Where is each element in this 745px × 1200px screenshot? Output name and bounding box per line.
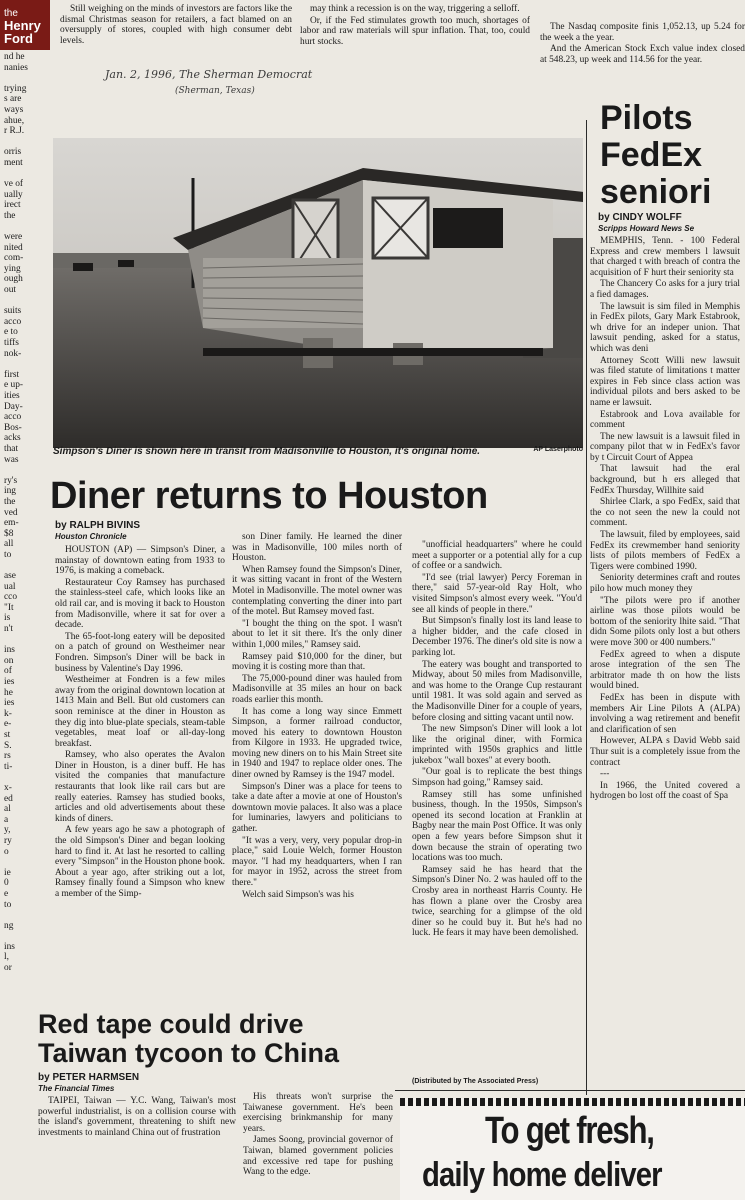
left-strip-fragment: rs <box>4 751 11 762</box>
left-strip-fragment: ing <box>4 486 16 497</box>
left-strip-fragment: Day- <box>4 401 23 412</box>
pilots-source: Scripps Howard News Se <box>598 224 695 233</box>
left-strip-fragment: Bos- <box>4 422 22 433</box>
left-strip-fragment: ve of <box>4 179 24 190</box>
left-strip-fragment: ins <box>4 645 15 656</box>
photo-credit: AP Laserphoto <box>533 446 583 453</box>
left-strip-fragment: acco <box>4 316 22 327</box>
diner-paragraph: The eatery was bought and transported to Midway, about 50 miles from Madisonville, and was home to the Orange Cup restaurant until 1981. It was sold again and served as the Madisonville Diner for a couple of years, before closing and sitting vacant until now. <box>412 659 582 723</box>
pilots-paragraph: The lawsuit, filed by employees, said FedEx its crewmember hand seniority lists of pilots members of FedEx a Tigers were combined 1990. <box>590 530 740 572</box>
top-col-3-text-a: The Nasdaq composite finis 1,052.13, up 5.24 for the week a the year. <box>540 22 745 43</box>
left-strip-fragment: trying <box>4 83 27 94</box>
taiwan-col-2 <box>243 1092 393 1200</box>
left-strip-fragment: to <box>4 899 12 910</box>
subscription-ad <box>400 1098 745 1200</box>
left-strip-fragment: y, <box>4 825 11 836</box>
left-strip-fragment: ies <box>4 698 15 709</box>
left-strip-fragment: is <box>4 613 11 624</box>
left-strip-fragment: ways <box>4 104 24 115</box>
left-strip-fragment: tiffs <box>4 338 19 349</box>
taiwan-byline-block <box>38 1072 238 1094</box>
pilots-paragraph: Attorney Scott Willi new lawsuit was filed statute of limitations t matter expires in Feb since class action was individual pilots and bers asked to be name er lawsuit. <box>590 355 740 408</box>
pilots-byline-block <box>598 212 743 234</box>
diner-paragraph: Ramsey, who also operates the Avalon Diner in Houston, is a diner buff. He has visited the companies that manufacture restaurants that look like rail cars but are really eateries. Ramsey has studied books, articles and old advertisements about these kinds of diners. <box>55 750 225 824</box>
diner-paragraph: A few years ago he saw a photograph of the old Simpson's Diner and began looking hard to find it. At last he resorted to calling every "Simpson" in the Houston phone book. About a year ago, after striking out a lot, Ramsey finally found a Simpson who knew a member of the Simp- <box>55 825 225 899</box>
diner-paragraph: The 65-foot-long eatery will be deposited on a patch of ground on Westheimer near Fondren. Simpson's Diner will be back in business by Valentine's Day 1996. <box>55 631 225 674</box>
left-strip-fragment: ins <box>4 941 15 952</box>
left-strip-fragment: e to <box>4 327 18 338</box>
diner-paragraph: son Diner family. He learned the diner was in Madisonville, 100 miles north of Houston. <box>232 532 402 564</box>
pilots-paragraph: The Chancery Co asks for a jury trial a fied damages. <box>590 279 740 300</box>
left-strip-fragment: com- <box>4 253 24 264</box>
left-strip-fragment: k- <box>4 708 12 719</box>
left-strip-fragment <box>4 910 54 921</box>
left-strip-fragment <box>4 222 54 233</box>
diner-paragraph: HOUSTON (AP) — Simpson's Diner, a mainstay of downtown eating from 1933 to 1976, is making a comeback. <box>55 545 225 577</box>
diner-paragraph: When Ramsey found the Simpson's Diner, it was sitting vacant in front of the Western Motel in Madisonville. The motel owner was contemplating converting the diner into part of the motel. But Ramsey moved fast. <box>232 564 402 618</box>
left-strip-fragment: ved <box>4 507 18 518</box>
diner-paragraph: But Simpson's finally lost its land lease to a higher bidder, and the cafe closed in December 1976. The diner's old site is now a parking lot. <box>412 616 582 658</box>
left-strip-fragment: r R.J. <box>4 126 25 137</box>
left-strip-fragment: irect <box>4 200 21 211</box>
diner-paragraph: Restaurateur Coy Ramsey has purchased the stainless-steel cafe, which looks like an old rail car, and is moving it back to Houston from Madisonville, where it sat for over a decade. <box>55 577 225 631</box>
pilots-headline: Pilots FedEx seniori <box>600 99 712 211</box>
diner-paragraph: "It was a very, very, very popular drop-in place," said Louie Welch, former Houston mayor. "I had my headquarters, when I ran for mayor in 1952, across the street from there." <box>232 835 402 888</box>
left-strip-fragment: first <box>4 369 20 380</box>
left-strip-fragment: $8 <box>4 528 14 539</box>
top-col-2-text-b: Or, if the Fed stimulates growth too much, shortages of labor and raw materials will spur inflation. That, too, could hurt stocks. <box>300 15 530 47</box>
diner-paragraph: Ramsey said he has heard that the Simpson's Diner No. 2 was hauled off to the Crosby area in northeast Harris County. He has flown a plane over the Crosby area twice, searching for a glimpse of the old diner so he could buy it. But he's had no luck. He fears it may have been demolished. <box>412 864 582 939</box>
left-strip-fragment: ry's <box>4 475 18 486</box>
diner-paragraph: It has come a long way since Emmett Simpson, a former railroad conductor, moved his eatery to downtown Houston from Kilgore in 1933. He upgraded twice, moving new diners on to his Main Street site in 1940 and 1947 to replace older ones. The diner owned by Ramsey is the 1947 model. <box>232 706 402 781</box>
left-strip-fragment: "It <box>4 602 14 613</box>
left-strip-fragment: on <box>4 655 14 666</box>
left-strip-fragment: out <box>4 285 16 296</box>
left-strip-fragment: ase <box>4 571 16 582</box>
taiwan-col-1-text: TAIPEI, Taiwan — Y.C. Wang, Taiwan's most powerful industrialist, is on a collision course with the island's government, threatening to shift new investments to mainland China out of frustration <box>38 1096 236 1138</box>
left-strip-fragment: acks <box>4 433 21 444</box>
left-strip-fragment <box>4 465 54 476</box>
left-strip-fragment: ual <box>4 581 16 592</box>
left-strip-fragment: ti- <box>4 761 13 772</box>
diner-paragraph: Welch said Simpson's was his <box>242 889 354 900</box>
left-strip-fragment: o <box>4 846 9 857</box>
left-strip-fragment <box>4 635 54 646</box>
diner-paragraph: "Our goal is to replicate the best things Simpson had going," Ramsey said. <box>412 767 582 789</box>
left-strip-fragment: all <box>4 539 14 550</box>
top-col-2 <box>300 4 530 88</box>
left-strip-fragment: S. <box>4 740 12 751</box>
diner-byline-block <box>55 520 225 542</box>
ad-line-1: To get fresh, <box>485 1110 654 1152</box>
left-strip-fragment: the <box>4 496 16 507</box>
left-strip-fragment <box>4 931 54 942</box>
left-strip-fragment <box>4 296 54 307</box>
pilots-paragraph: MEMPHIS, Tenn. - 100 Federal Express and crew members l lawsuit that charged t with breach of contra the acquisition of F hurt their seniority sta <box>590 236 740 278</box>
diner-col-1 <box>55 545 225 1005</box>
taiwan-source: The Financial Times <box>38 1084 115 1093</box>
left-strip-fragment: the <box>4 210 16 221</box>
left-strip-fragment <box>4 772 54 783</box>
pilots-paragraph: Estabrook and Lova available for comment <box>590 409 740 431</box>
left-strip-fragment: nited <box>4 242 23 253</box>
left-strip-fragment: he <box>4 687 13 698</box>
diner-source: Houston Chronicle <box>55 532 127 541</box>
pilots-paragraph: "The pilots were pro if another airline was those pilots would be bottom of the seniority lhite said. "That didn Some pilots only lost a but others were move 300 or 400 numbers." <box>590 595 740 648</box>
pilots-paragraph: FedEx has been in dispute with members Air Line Pilots A (ALPA) involving a wag retirement and benefit and clarification of sen <box>590 692 740 735</box>
taiwan-headline: Red tape could drive Taiwan tycoon to China <box>38 1009 340 1068</box>
top-col-3 <box>540 22 745 102</box>
pilots-paragraph: However, ALPA s David Webb said Thur suit is a completely issue from the contract <box>590 736 740 768</box>
handwritten-date: Jan. 2, 1996, The Sherman Democrat <box>105 68 313 81</box>
left-strip-fragment: were <box>4 232 23 243</box>
diner-col-2 <box>232 532 402 1012</box>
left-strip-fragment <box>4 169 54 180</box>
pilots-paragraph: Seniority determines craft and routes pilo how much money they <box>590 573 740 594</box>
left-strip-fragment: ry <box>4 835 12 846</box>
left-strip-fragment: x- <box>4 782 12 793</box>
left-strip-fragment: of <box>4 666 12 677</box>
diner-photo-image <box>53 138 583 448</box>
top-col-1-text: Still weighing on the minds of investors are factors like the dismal Christmas season for retailers, a fact blamed on an oversupply of stores, coupled with high consumer debt levels. <box>60 4 292 46</box>
pilots-paragraph: In 1966, the United covered a hydrogen bo lost off the coast of Spa <box>590 780 740 802</box>
ad-line-2: daily home deliver <box>422 1156 662 1194</box>
left-strip-fragment: ities <box>4 391 20 401</box>
left-strip-fragment: ahue, <box>4 115 25 126</box>
henry-ford-logo <box>0 0 50 50</box>
diner-paragraph: "unofficial headquarters" where he could meet a supporter or a potential ally for a cup of coffee or a sandwich. <box>412 540 582 572</box>
left-strip-fragment: ying <box>4 263 21 274</box>
diner-byline: by RALPH BIVINS <box>55 520 141 531</box>
left-strip-fragment: l, <box>4 952 9 963</box>
diner-paragraph: Simpson's Diner was a place for teens to take a date after a movie at one of Houston's downtown movie palaces. It also was a place for luminaries, lawyers and politicians to gather. <box>232 781 402 835</box>
left-strip-fragment: st <box>4 730 11 740</box>
left-strip-fragment: was <box>4 454 19 465</box>
pilots-paragraph: The lawsuit is sim filed in Memphis in FedEx pilots, Gary Mark Estabrook, wh drive for an indeper union. That lawsuit pending, asked for a status, which was deni <box>590 301 740 354</box>
left-strip-fragment: ng <box>4 920 14 931</box>
left-strip-fragment <box>4 359 54 370</box>
rule-diner-bottom <box>395 1090 745 1091</box>
left-strip-fragment: ies <box>4 677 15 688</box>
diner-paragraph: Ramsey paid $10,000 for the diner, but moving it is costing more than that. <box>232 651 402 673</box>
taiwan-col-1 <box>38 1096 236 1200</box>
diner-paragraph: "I'd see (trial lawyer) Percy Foreman in there," said 57-year-old Ray Holt, who visited Simpson's almost every week. "You'd see all kinds of people in there." <box>412 572 582 615</box>
left-strip-fragment: nanies <box>4 62 28 73</box>
ad-border-pattern <box>400 1098 745 1106</box>
logo-line-3: Ford <box>4 31 33 46</box>
diner-paragraph: Ramsey still has some unfinished business, though. In the 1950s, Simpson's opened its second location at Franklin at Bagby near the main Post Office. It was only open a few years before Simpson shut it down because the strain of operating two locations was too much. <box>412 789 582 864</box>
left-strip-fragment: em- <box>4 518 19 529</box>
left-strip-fragment: ie <box>4 867 11 878</box>
left-strip-fragment: orris <box>4 147 22 158</box>
pilots-paragraph: That lawsuit had the eral background, but h ers alleged that FedEx Thursday, Willhite said <box>590 464 740 496</box>
diner-headline: Diner returns to Houston <box>50 475 488 517</box>
pilots-paragraph: The new lawsuit is a lawsuit filed in company pilot that w in FedEx's favor by t Circuit Court of Appea <box>590 431 740 463</box>
diner-paragraph: The 75,000-pound diner was hauled from Madisonville at 35 miles an hour on back roads earlier this month. <box>232 673 402 705</box>
left-strip-fragment <box>4 137 54 148</box>
left-strip-fragment: nd he <box>4 52 25 62</box>
left-strip-column <box>0 52 54 1092</box>
pilots-paragraph: --- <box>600 769 610 780</box>
left-strip-fragment: acco <box>4 412 22 423</box>
left-strip-fragment: ough <box>4 274 23 285</box>
logo-line-1: the <box>4 8 18 19</box>
diner-distribution-note: (Distributed by The Associated Press) <box>412 1078 539 1085</box>
left-strip-fragment: cco <box>4 592 18 603</box>
diner-col-3 <box>412 540 582 1070</box>
taiwan-col-2-text-b: James Soong, provincial governor of Taiwan, blamed government policies and excessive red tape for pushing Wang to the edge. <box>243 1135 393 1178</box>
photo-caption: Simpson's Diner is shown here in transit from Madisonville to Houston, it's original home. <box>53 446 481 457</box>
left-strip-fragment: e <box>4 888 9 899</box>
taiwan-byline: by PETER HARMSEN <box>38 1072 140 1083</box>
pilots-body <box>590 236 740 1096</box>
taiwan-col-2-text-a: His threats won't surprise the Taiwanese government. He's been exercising brinkmanship for many years. <box>243 1092 393 1134</box>
top-col-3-text-b: And the American Stock Exch value index closed at 548.23, up week and 114.56 for the year. <box>540 44 745 65</box>
left-strip-fragment: n't <box>4 624 13 635</box>
left-strip-fragment: e- <box>4 719 12 730</box>
top-col-1 <box>60 4 292 68</box>
handwritten-place: (Sherman, Texas) <box>175 86 255 96</box>
diner-paragraph: The new Simpson's Diner will look a lot like the original diner, with Formica imprinted with 1950s graphics and little jukebox "wall boxes" at every booth. <box>412 724 582 766</box>
left-strip-fragment <box>4 857 54 868</box>
left-strip-fragment: a <box>4 814 9 825</box>
logo-line-2: Henry <box>4 18 41 33</box>
left-strip-fragment: or <box>4 963 12 974</box>
left-strip-fragment: that <box>4 443 19 454</box>
left-strip-fragment <box>4 73 54 84</box>
left-strip-fragment <box>4 561 54 572</box>
pilots-paragraph: Shirlee Clark, a spo FedEx, said that the co not seen the new la could not comment. <box>590 497 740 529</box>
left-strip-fragment: ually <box>4 189 23 200</box>
left-strip-fragment: suits <box>4 306 22 317</box>
left-strip-fragment: ed <box>4 793 13 804</box>
rule-pilots-divider <box>586 120 587 1095</box>
pilots-byline: by CINDY WOLFF <box>598 212 682 223</box>
diner-paragraph: "I bought the thing on the spot. I wasn't about to let it sit there. It's the only diner within 1,000 miles," Ramsey said. <box>232 618 402 650</box>
diner-photo <box>53 138 583 448</box>
left-strip-fragment: to <box>4 549 12 560</box>
left-strip-fragment: 0 <box>4 878 9 889</box>
left-strip-fragment: al <box>4 804 11 815</box>
top-col-2-text-a: may think a recession is on the way, triggering a selloff. <box>310 4 520 14</box>
pilots-paragraph: FedEx agreed to when a dispute arose integration of the sen The arbitrator made th on how the lists would bined. <box>590 649 740 692</box>
left-strip-fragment: e up- <box>4 380 24 391</box>
left-strip-fragment: ment <box>4 157 23 168</box>
left-strip-fragment: s are <box>4 94 22 105</box>
diner-paragraph: Westheimer at Fondren is a few miles away from the original downtown location at 1413 Main and Bell. But old customers can soon reminisce at the diner in Houston as they dig into blue-plate specials, steam-table vegetables, meat loaf or all-day-long breakfast. <box>55 675 225 749</box>
left-strip-fragment: nok- <box>4 348 22 359</box>
